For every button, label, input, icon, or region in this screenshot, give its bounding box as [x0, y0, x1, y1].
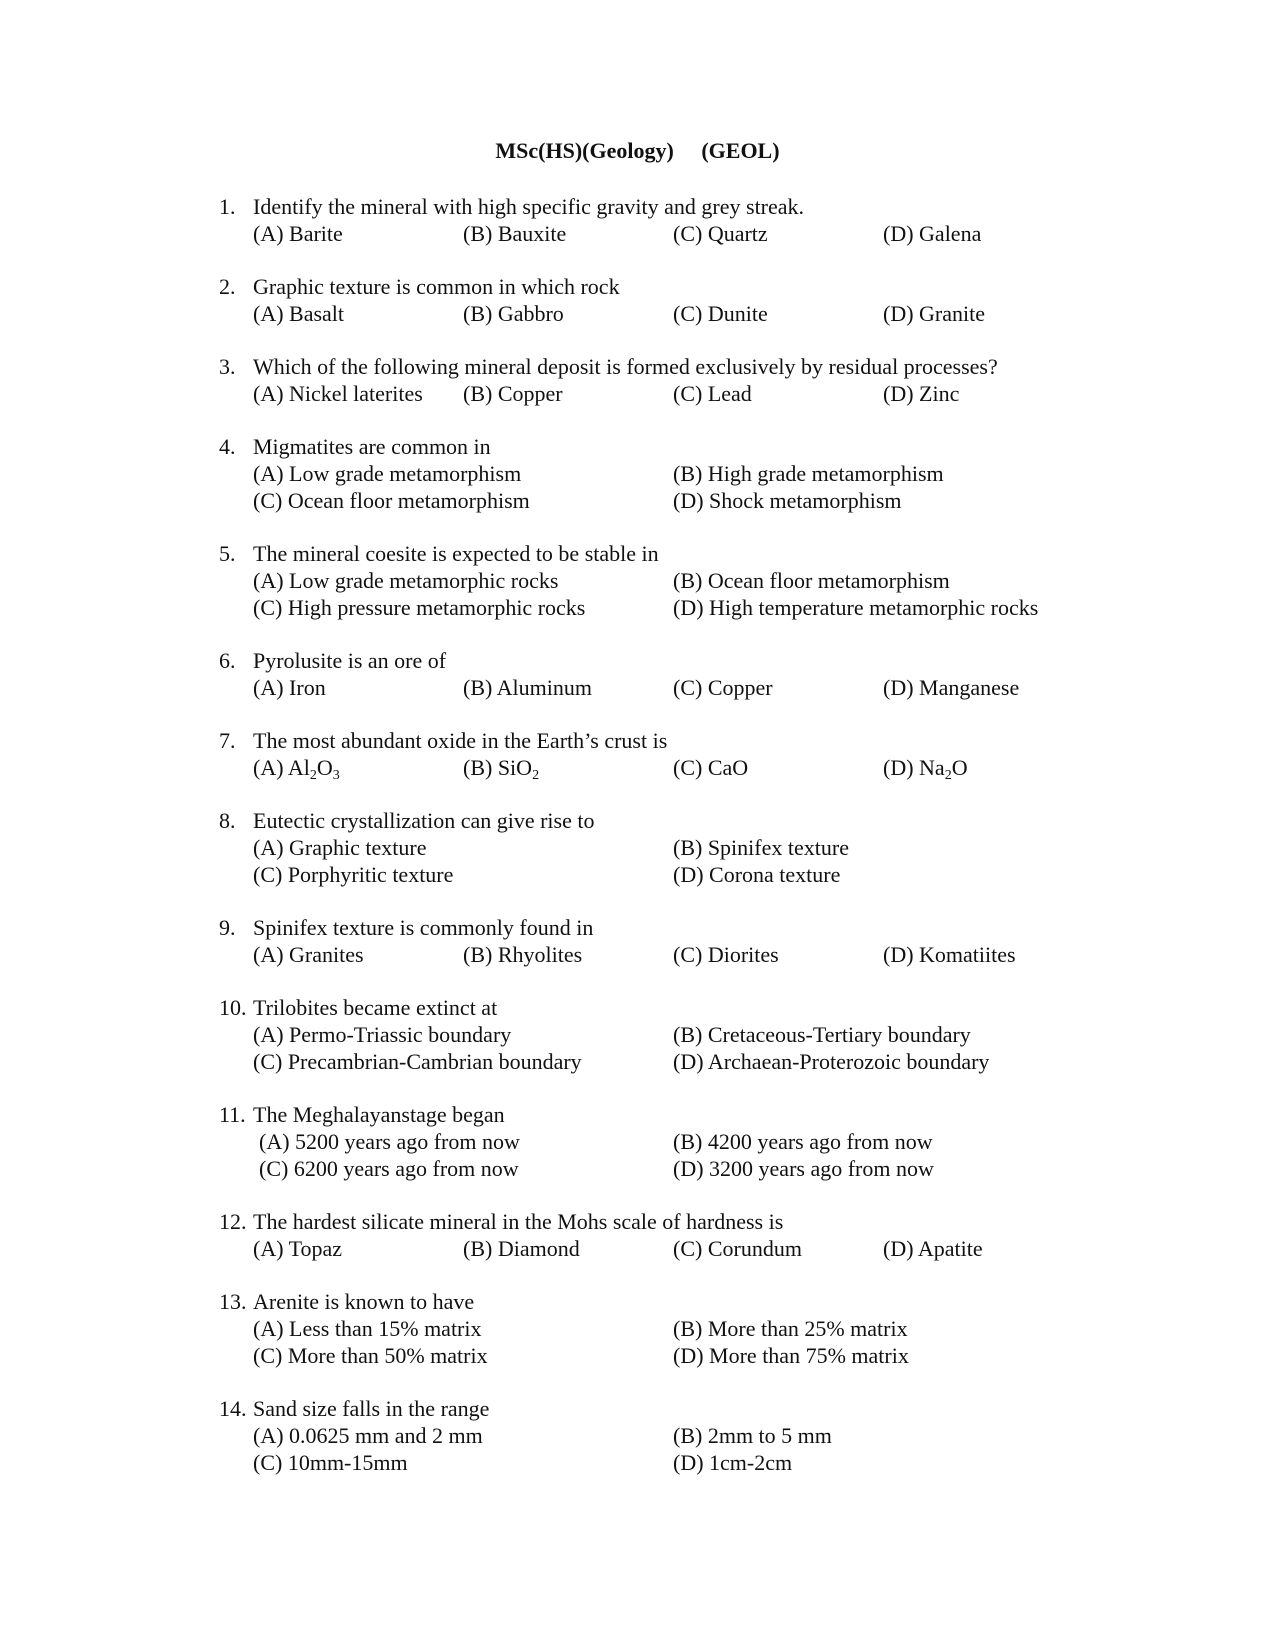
- question-text: The mineral coesite is expected to be stable in: [253, 541, 659, 566]
- option-a: (A) Barite: [253, 221, 343, 246]
- option-d: (D) Granite: [883, 301, 986, 326]
- option-d: (D) Manganese: [883, 675, 1020, 700]
- option-a: (A) Low grade metamorphism: [253, 461, 522, 486]
- option-a: (A) Granites: [253, 942, 364, 967]
- question-11: [219, 1101, 1089, 1182]
- question-number: 11.: [219, 1102, 246, 1127]
- question-text: Pyrolusite is an ore of: [253, 648, 447, 673]
- option-a: (A) Nickel laterites: [253, 381, 423, 406]
- question-number: 14.: [219, 1396, 247, 1421]
- option-c: (C) Dunite: [673, 301, 768, 326]
- option-b: (B) High grade metamorphism: [673, 461, 944, 486]
- question-1: [219, 193, 1089, 247]
- question-number: 8.: [219, 808, 236, 833]
- question-number: 10.: [219, 995, 247, 1020]
- option-a: (A) Basalt: [253, 301, 345, 326]
- question-text: Spinifex texture is commonly found in: [253, 915, 594, 940]
- option-b: (B) SiO$_2$: [463, 755, 540, 783]
- option-a: (A) Low grade metamorphic rocks: [253, 568, 559, 593]
- option-c: (C) Precambrian-Cambrian boundary: [253, 1049, 582, 1074]
- question-text: Migmatites are common in: [253, 434, 491, 459]
- question-8: [219, 807, 1089, 888]
- option-b: (B) Cretaceous-Tertiary boundary: [673, 1022, 971, 1047]
- option-c: (C) Lead: [673, 381, 752, 406]
- question-number: 7.: [219, 728, 236, 753]
- option-c: (C) Porphyritic texture: [253, 862, 454, 887]
- option-a: (A) Graphic texture: [253, 835, 427, 860]
- option-b: (B) Diamond: [463, 1236, 580, 1261]
- option-d: (D) Zinc: [883, 381, 960, 406]
- option-b: (B) Bauxite: [463, 221, 567, 246]
- question-2: [219, 273, 1089, 327]
- option-d: (D) Archaean-Proterozoic boundary: [673, 1049, 990, 1074]
- question-list: [219, 193, 1089, 1502]
- option-d: (D) Apatite: [883, 1236, 983, 1261]
- option-c: (C) Ocean floor metamorphism: [253, 488, 530, 513]
- question-text: Which of the following mineral deposit is formed exclusively by residual processes?: [253, 354, 998, 379]
- option-a: (A) 5200 years ago from now: [259, 1129, 520, 1154]
- option-b: (B) 4200 years ago from now: [673, 1129, 933, 1154]
- option-b: (B) 2mm to 5 mm: [673, 1423, 832, 1448]
- question-4: [219, 433, 1089, 514]
- option-d: (D) More than 75% matrix: [673, 1343, 909, 1368]
- question-12: [219, 1208, 1089, 1262]
- question-number: 9.: [219, 915, 236, 940]
- question-3: [219, 353, 1089, 407]
- option-c: (C) Diorites: [673, 942, 779, 967]
- option-b: (B) Gabbro: [463, 301, 564, 326]
- question-10: [219, 994, 1089, 1075]
- question-text: The hardest silicate mineral in the Mohs scale of hardness is: [253, 1209, 784, 1234]
- question-text: The most abundant oxide in the Earth’s crust is: [253, 728, 668, 753]
- question-text: Eutectic crystallization can give rise to: [253, 808, 595, 833]
- question-number: 6.: [219, 648, 236, 673]
- option-d: (D) 1cm-2cm: [673, 1450, 793, 1475]
- option-c: (C) CaO: [673, 755, 749, 780]
- option-d: (D) 3200 years ago from now: [673, 1156, 934, 1181]
- option-c: (C) Copper: [673, 675, 773, 700]
- question-7: [219, 727, 1089, 781]
- question-9: [219, 914, 1089, 968]
- option-b: (B) Ocean floor metamorphism: [673, 568, 950, 593]
- option-a: (A) Less than 15% matrix: [253, 1316, 482, 1341]
- option-c: (C) 6200 years ago from now: [259, 1156, 519, 1181]
- option-a: (A) Iron: [253, 675, 326, 700]
- option-c: (C) More than 50% matrix: [253, 1343, 488, 1368]
- question-number: 13.: [219, 1289, 247, 1314]
- question-text: Graphic texture is common in which rock: [253, 274, 620, 299]
- question-number: 12.: [219, 1209, 247, 1234]
- option-d: (D) Komatiites: [883, 942, 1016, 967]
- question-6: [219, 647, 1089, 701]
- option-c: (C) High pressure metamorphic rocks: [253, 595, 586, 620]
- question-text: Identify the mineral with high specific gravity and grey streak.: [253, 194, 805, 219]
- question-number: 5.: [219, 541, 236, 566]
- option-b: (B) Copper: [463, 381, 563, 406]
- question-text: Trilobites became extinct at: [253, 995, 498, 1020]
- option-a: (A) Permo-Triassic boundary: [253, 1022, 512, 1047]
- question-text: Arenite is known to have: [253, 1289, 475, 1314]
- option-b: (B) Rhyolites: [463, 942, 583, 967]
- option-c: (C) Quartz: [673, 221, 768, 246]
- question-14: [219, 1395, 1089, 1476]
- option-b: (B) Aluminum: [463, 675, 592, 700]
- page-title: MSc(HS)(Geology) (GEOL): [495, 138, 780, 163]
- option-d: (D) Shock metamorphism: [673, 488, 902, 513]
- option-d: (D) $Na_2O$: [883, 755, 968, 783]
- option-a: (A) 0.0625 mm and 2 mm: [253, 1423, 483, 1448]
- question-number: 1.: [219, 194, 236, 219]
- option-b: (B) Spinifex texture: [673, 835, 849, 860]
- question-number: 4.: [219, 434, 236, 459]
- option-d: (D) Corona texture: [673, 862, 841, 887]
- question-number: 3.: [219, 354, 236, 379]
- question-text: Sand size falls in the range: [253, 1396, 490, 1421]
- question-13: [219, 1288, 1089, 1369]
- question-number: 2.: [219, 274, 236, 299]
- option-d: (D) High temperature metamorphic rocks: [673, 595, 1039, 620]
- option-a: (A) Topaz: [253, 1236, 343, 1261]
- question-text: The Meghalayanstage began: [253, 1102, 505, 1127]
- option-d: (D) Galena: [883, 221, 982, 246]
- option-c: (C) 10mm-15mm: [253, 1450, 408, 1475]
- option-a: (A) $Al_2O_3$: [253, 755, 340, 783]
- option-c: (C) Corundum: [673, 1236, 802, 1261]
- question-5: [219, 540, 1089, 621]
- option-b: (B) More than 25% matrix: [673, 1316, 908, 1341]
